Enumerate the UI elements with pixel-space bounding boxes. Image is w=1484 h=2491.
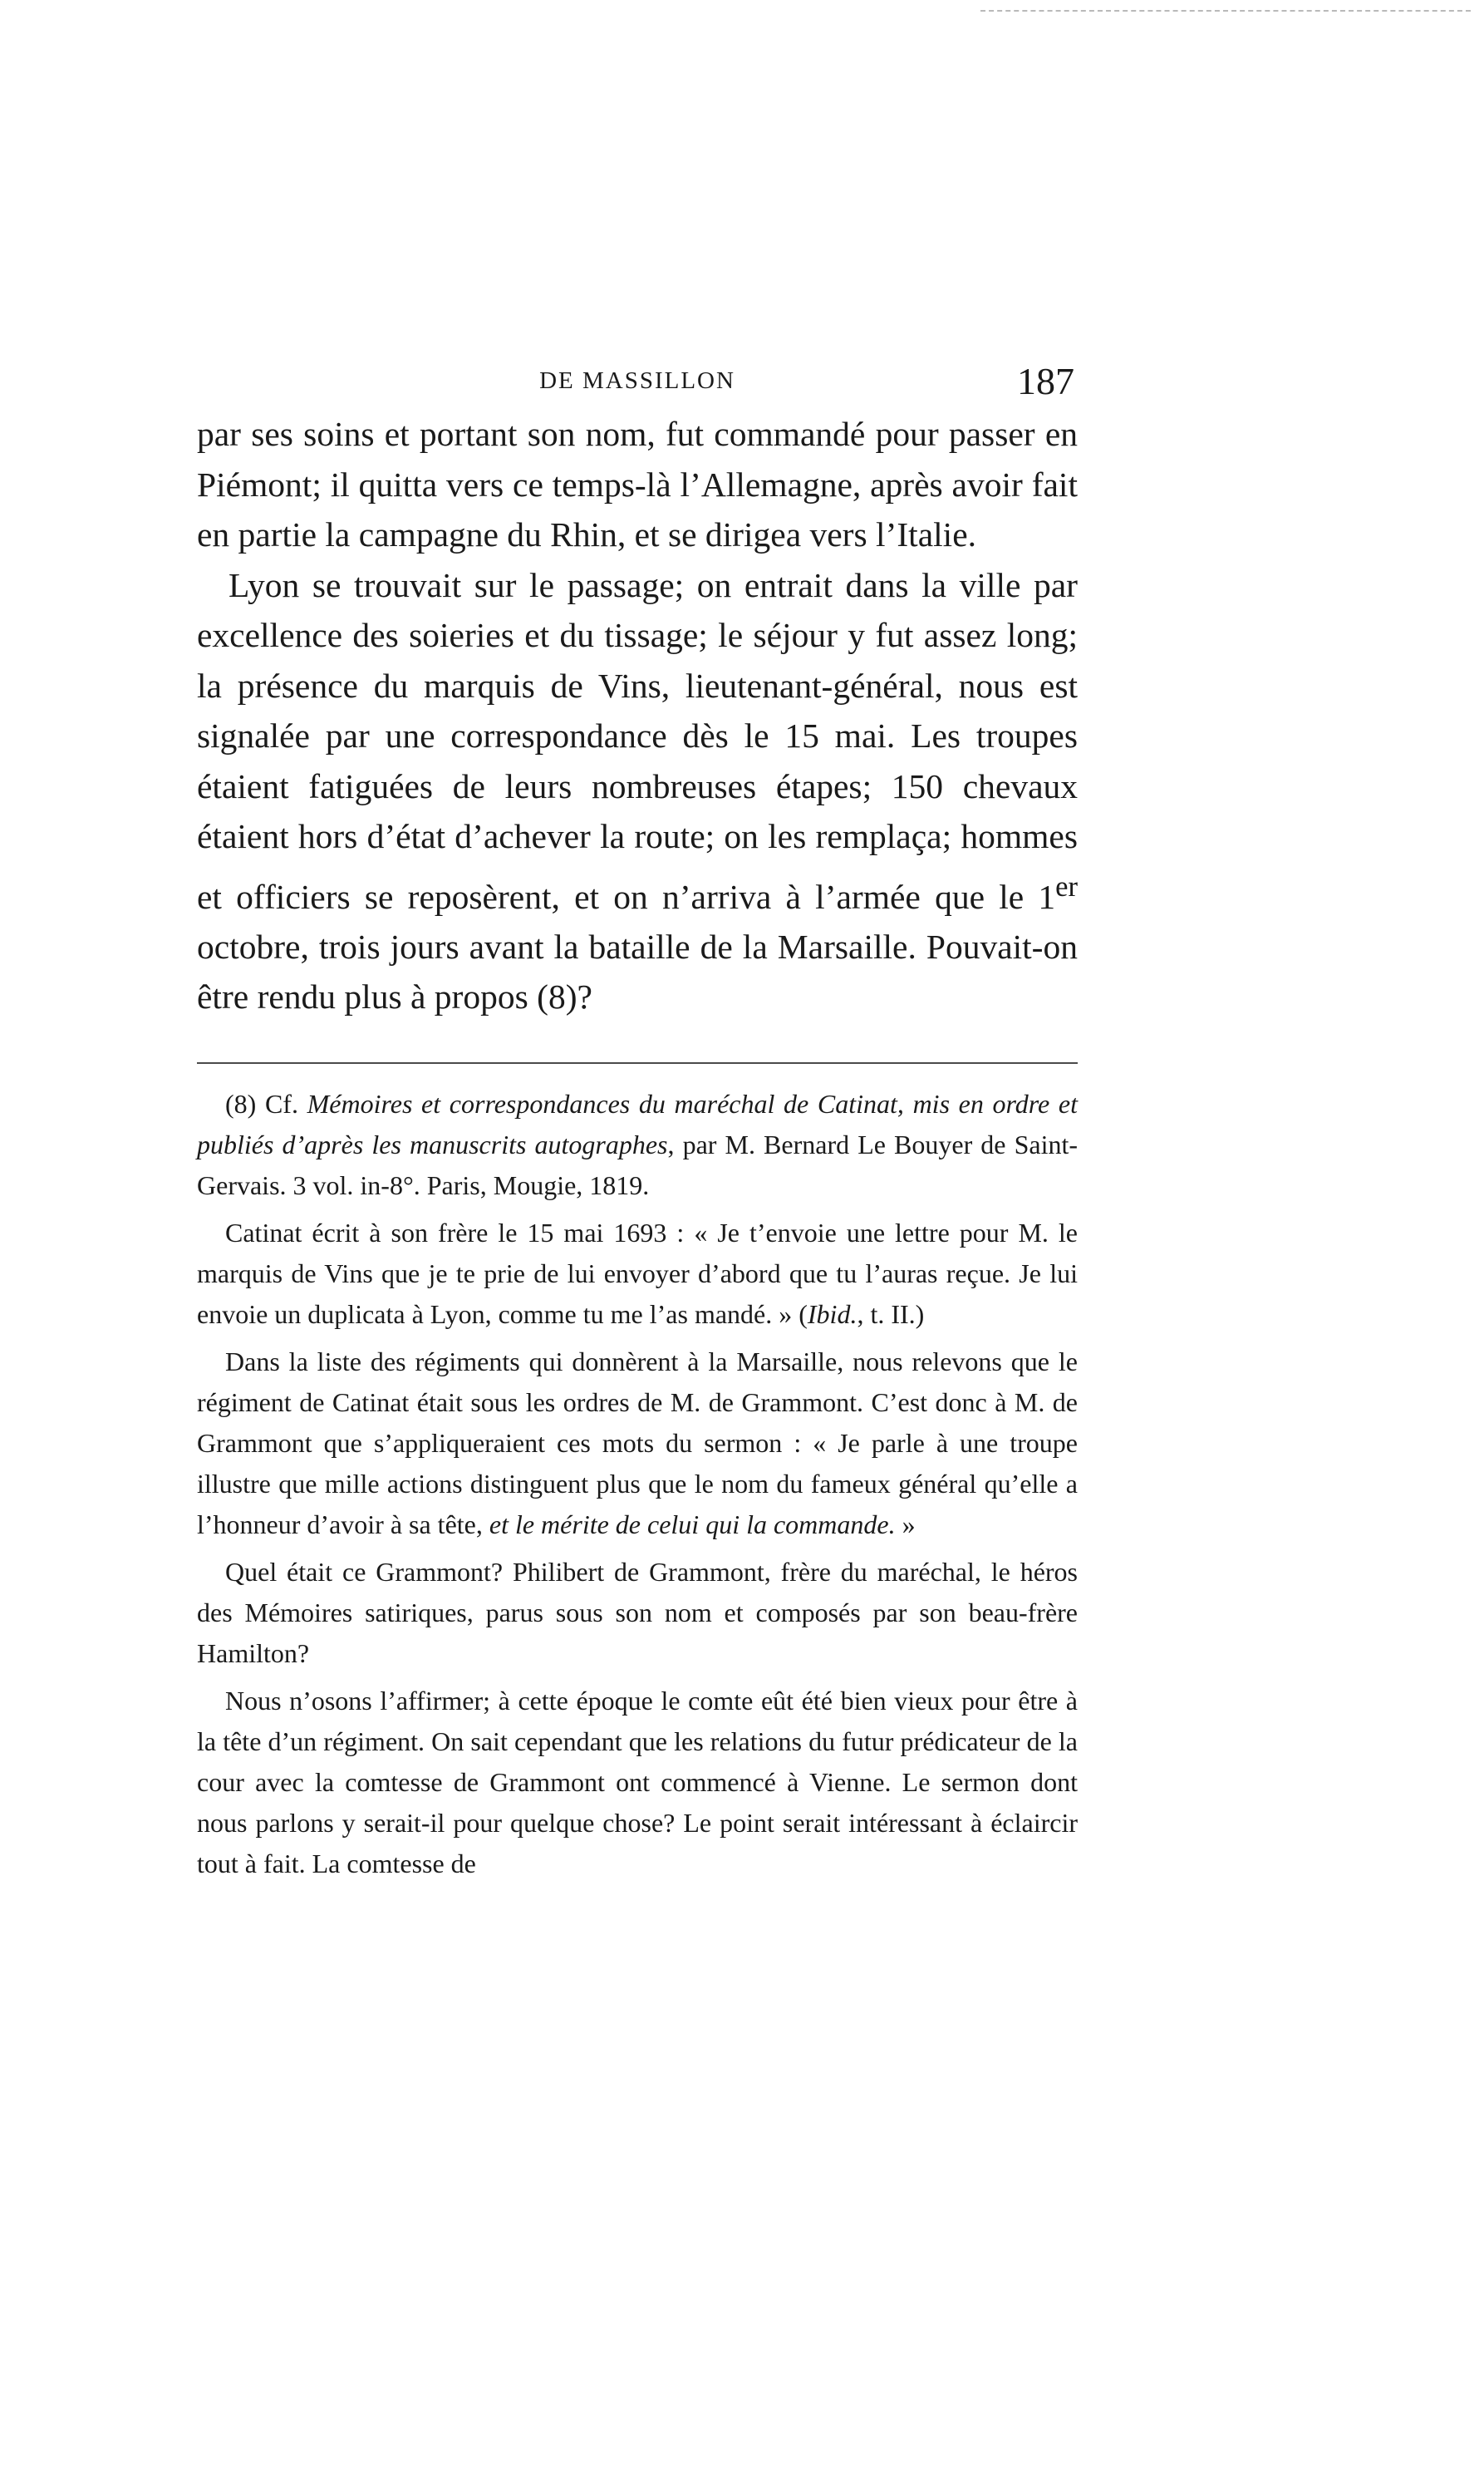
footnote-regiments	[197, 1341, 1078, 1545]
footnote-regiments-end: »	[895, 1509, 916, 1539]
body-paragraph-1: par ses soins et portant son nom, fut commandé pour passer en Piémont; il quitta vers ce temps-là l’Allemagne, après avoir fait en partie la campagne du Rhin, et se dirigea vers l’Italie.	[197, 415, 1078, 554]
ordinal-superscript: er	[1055, 870, 1078, 903]
footnote-8	[197, 1084, 1078, 1206]
body-paragraph-2	[197, 560, 1078, 1022]
footnote-catinat-letter	[197, 1213, 1078, 1335]
footnote-8-title: Mémoires et correspondances du maréchal de Catinat, mis en ordre et publiés d’après les manuscrits autographes	[197, 1088, 1079, 1159]
footnote-regiments-quote: et le mérite de celui qui la commande.	[489, 1509, 896, 1539]
body-paragraph-2-start: Lyon se trouvait sur le passage; on entrait dans la ville par excellence des soieries et du tissage; le séjour y fut assez long; la présence du marquis de Vins, lieutenant-général, nous est signalée par une correspondance dès le 15 mai. Les troupes étaient fatiguées de leurs nombreuses étapes; 150 chevaux étaient hors d’état d’achever la route; on les remplaça; hommes et officiers se reposèrent, et on n’arriva à l’armée que le 1	[197, 565, 1078, 916]
footnote-8-label: (8) Cf.	[225, 1088, 307, 1119]
scan-edge-rule	[980, 10, 1471, 12]
footnote-regiments-text: Dans la liste des régiments qui donnèrent à la Marsaille, nous relevons que le régiment de Catinat était sous les ordres de M. de Grammont. C’est donc à M. de Grammont que s’appliqueraient ces mots du sermon : « Je parle à une troupe illustre que mille actions distinguent plus que le nom du fameux général qu’elle a l’honneur d’avoir à sa tête,	[197, 1346, 1078, 1539]
footnotes	[197, 1084, 1078, 1884]
footnote-8-reference: , par M. Bernard Le Bouyer de Saint-Gervais. 3 vol. in-8°. Paris, Mougie, 1819.	[197, 1129, 1079, 1200]
page-number: 187	[1017, 360, 1074, 402]
body-paragraph-2-end: octobre, trois jours avant la bataille de la Marsaille. Pouvait-on être rendu plus à propos (8)?	[197, 927, 1078, 1017]
footnote-catinat-letter-text: Catinat écrit à son frère le 15 mai 1693 : « Je t’envoie une lettre pour M. le marquis de Vins que je te prie de lui envoyer d’abord que tu l’auras reçue. Je lui envoie un duplicata à Lyon, comme tu me l’as mandé. » (	[197, 1217, 1078, 1329]
footnote-ibid: Ibid.	[807, 1298, 857, 1329]
running-head: DE MASSILLON	[539, 367, 735, 394]
footnote-grammont-answer: Nous n’osons l’affirmer; à cette époque le comte eût été bien vieux pour être à la tête d’un régiment. On sait cependant que les relations du futur prédicateur de la cour avec la comtesse de Grammont ont commencé à Vienne. Le sermon dont nous parlons y serait-il pour quelque chose? Le point serait intéressant à éclaircir tout à fait. La comtesse de	[197, 1685, 1078, 1878]
book-page	[197, 359, 1078, 1884]
footnote-divider	[197, 1062, 1078, 1064]
page-header	[197, 359, 1078, 409]
main-text	[197, 409, 1078, 1022]
footnote-grammont-question: Quel était ce Grammont? Philibert de Grammont, frère du maréchal, le héros des Mémoires satiriques, parus sous son nom et composés par son beau-frère Hamilton?	[197, 1556, 1078, 1668]
footnote-catinat-letter-end: , t. II.)	[857, 1298, 925, 1329]
